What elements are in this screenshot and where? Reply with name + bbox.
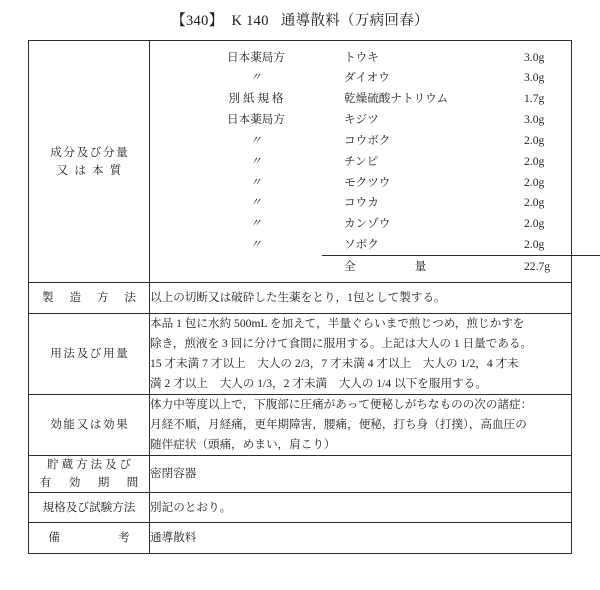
spacer	[150, 47, 190, 68]
spacer	[150, 193, 190, 214]
ingredient-row	[150, 68, 600, 89]
spacer	[150, 256, 190, 277]
ingredient-amount: 1.7g	[524, 92, 545, 106]
title-product-name: 通導散料（万病回春）	[280, 13, 429, 29]
spacer	[150, 234, 190, 255]
remarks-label: 備 考	[48, 531, 130, 545]
row-label-efficacy	[29, 394, 150, 455]
ingredient-source: 〃	[249, 175, 263, 189]
ingredients-cell	[150, 41, 572, 283]
ingredient-row	[150, 193, 600, 214]
ingredient-source: 〃	[249, 71, 263, 85]
ingredient-name: コウボク	[344, 133, 391, 147]
ingredient-amount: 3.0g	[524, 50, 545, 64]
spacer	[150, 214, 190, 235]
page-title	[0, 9, 600, 30]
row-label-remarks	[29, 523, 150, 554]
ingredient-name: コウカ	[344, 196, 379, 210]
ingredient-name: キジツ	[344, 113, 379, 127]
ingredients-list	[150, 47, 600, 277]
table-row-ingredients	[29, 41, 572, 283]
spacer	[150, 109, 190, 130]
ingredient-source: 〃	[249, 154, 263, 168]
ingredients-label-line2: 又 は 本 質	[56, 163, 123, 177]
efficacy-line: 体力中等度以上で，下腹部に圧痛があって便秘しがちなものの次の諸症：	[150, 397, 533, 411]
spacer	[150, 151, 190, 172]
ingredient-row	[150, 47, 600, 68]
table-row-remarks	[29, 523, 572, 554]
table-row-manufacturing	[29, 283, 572, 314]
table-row-dosage	[29, 314, 572, 395]
standards-label: 規格及び試験方法	[42, 500, 136, 514]
ingredient-total-row	[150, 256, 600, 277]
ingredient-amount: 2.0g	[524, 196, 545, 210]
storage-label-line2: 有 効 期 間	[39, 475, 139, 489]
table-row-efficacy	[29, 394, 572, 455]
ingredient-amount: 2.0g	[514, 234, 600, 255]
row-label-manufacturing	[29, 283, 150, 314]
dosage-line: 本品 1 包に水約 500mL を加えて，半量ぐらいまで煎じつめ，煎じかすを	[150, 317, 525, 331]
efficacy-label: 効能又は効果	[50, 417, 130, 431]
efficacy-line: 月経不順，月経痛，更年期障害，腰痛，便秘，打ち身（打撲），高血圧の	[150, 417, 527, 431]
ingredient-row	[150, 214, 600, 235]
ingredient-name: ソボク	[322, 234, 514, 255]
dosage-label: 用法及び用量	[50, 346, 130, 360]
ingredient-amount: 3.0g	[524, 71, 545, 85]
manufacturing-label: 製 造 方 法	[41, 291, 143, 305]
ingredient-row	[150, 234, 600, 255]
ingredient-row	[150, 89, 600, 110]
ingredient-row	[150, 172, 600, 193]
ingredient-amount: 2.0g	[524, 133, 545, 147]
ingredient-source: 〃	[249, 238, 263, 252]
ingredient-source: 別 紙 規 格	[228, 92, 284, 106]
storage-label-line1: 貯 蔵 方 法 及 び	[46, 457, 132, 471]
row-label-standards	[29, 492, 150, 523]
ingredient-amount: 2.0g	[524, 154, 545, 168]
spacer	[150, 172, 190, 193]
ingredient-amount: 2.0g	[524, 175, 545, 189]
ingredient-name: チンピ	[344, 154, 379, 168]
table-row-standards	[29, 492, 572, 523]
dosage-line: 除き，煎液を 3 回に分けて食間に服用する。上記は大人の 1 日量である。	[150, 336, 533, 350]
ingredient-row	[150, 109, 600, 130]
dosage-line: 15 才未満 7 才以上 大人の 2/3，7 才未満 4 才以上 大人の 1/2，4 才未	[150, 356, 519, 370]
dosage-text	[150, 314, 572, 395]
ingredient-source: 〃	[249, 133, 263, 147]
ingredient-name: ダイオウ	[344, 71, 390, 85]
total-label: 全 量	[344, 259, 439, 273]
dosage-line: 満 2 才以上 大人の 1/3，2 才未満 大人の 1/4 以下を服用する。	[150, 376, 487, 390]
ingredient-name: モクツウ	[344, 175, 391, 189]
ingredient-source: 日本薬局方	[227, 50, 285, 64]
title-code: 【340】	[171, 13, 224, 29]
ingredient-amount: 2.0g	[524, 217, 545, 231]
standards-text: 別記のとおり。	[150, 492, 572, 523]
ingredient-row	[150, 151, 600, 172]
remarks-text: 通導散料	[150, 523, 572, 554]
ingredients-label-line1: 成分及び分量	[50, 145, 130, 159]
efficacy-line: 随伴症状（頭痛，めまい，肩こり）	[150, 437, 336, 451]
ingredient-name: 乾燥硫酸ナトリウム	[344, 92, 449, 106]
row-label-ingredients	[29, 41, 150, 283]
ingredient-amount: 3.0g	[524, 113, 545, 127]
efficacy-text	[150, 394, 572, 455]
total-amount: 22.7g	[524, 259, 551, 273]
ingredient-source: 〃	[249, 196, 263, 210]
spacer	[150, 68, 190, 89]
spacer	[150, 89, 190, 110]
ingredient-source: 〃	[249, 217, 263, 231]
storage-text: 密閉容器	[150, 455, 572, 492]
specification-table	[28, 40, 572, 554]
row-label-dosage	[29, 314, 150, 395]
ingredient-source: 日本薬局方	[227, 113, 285, 127]
ingredient-name: カンゾウ	[344, 217, 391, 231]
ingredient-name: トウキ	[344, 50, 379, 64]
title-k-number: K 140	[231, 13, 269, 29]
ingredient-row	[150, 130, 600, 151]
manufacturing-text: 以上の切断又は破砕した生薬をとり，1包として製する。	[150, 283, 572, 314]
table-row-storage	[29, 455, 572, 492]
spacer	[150, 130, 190, 151]
row-label-storage	[29, 455, 150, 492]
spacer	[190, 256, 322, 277]
